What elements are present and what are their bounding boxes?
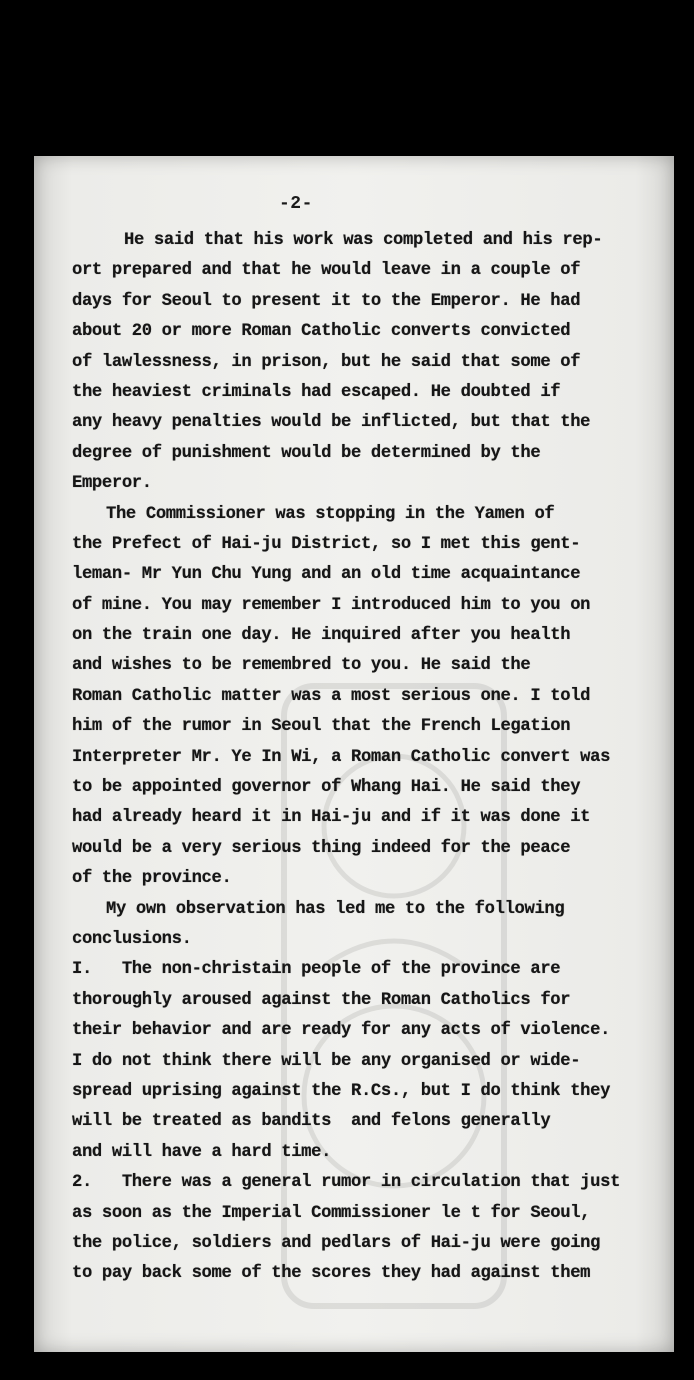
text-line: to be appointed governor of Whang Hai. He said they [72,778,581,798]
text-line: I. The non-christain people of the province are [72,960,561,980]
text-line: of the province. [72,869,232,889]
text-line: spread uprising against the R.Cs., but I do think they [72,1081,611,1101]
text-line: the heaviest criminals had escaped. He doubted if [72,382,561,402]
text-line: about 20 or more Roman Catholic converts convicted [72,322,571,342]
text-line: as soon as the Imperial Commissioner le t for Seoul, [72,1203,591,1223]
text-line: their behavior and are ready for any acts of violence. [72,1021,611,1041]
text-line: My own observation has led me to the following [106,899,565,919]
text-line: leman- Mr Yun Chu Yung and an old time acquaintance [72,565,581,585]
text-line: the Prefect of Hai-ju District, so I met this gent- [72,534,581,554]
text-line: and wishes to be remembred to you. He said the [72,656,531,676]
text-line: any heavy penalties would be inflicted, but that the [72,413,591,433]
text-line: Interpreter Mr. Ye In Wi, a Roman Catholic convert was [72,747,611,767]
text-line: I do not think there will be any organised or wide- [72,1051,581,1071]
text-line: thoroughly aroused against the Roman Catholics for [72,990,571,1010]
text-line: to pay back some of the scores they had against them [72,1264,591,1284]
text-line: the police, soldiers and pedlars of Hai-ju were going [72,1233,601,1253]
text-line: The Commissioner was stopping in the Yamen of [106,504,555,524]
text-line: and will have a hard time. [72,1142,332,1162]
letter-body [72,226,647,1290]
text-line: had already heard it in Hai-ju and if it was done it [72,808,591,828]
text-line: him of the rumor in Seoul that the French Legation [72,717,571,737]
text-line: would be a very serious thing indeed for the peace [72,838,571,858]
text-line: ort prepared and that he would leave in a couple of [72,261,581,281]
text-line: on the train one day. He inquired after you health [72,626,571,646]
document-page [34,156,674,1352]
text-line: Emperor. [72,474,152,494]
text-line: degree of punishment would be determined by the [72,443,541,463]
text-line: will be treated as bandits and felons generally [72,1112,551,1132]
text-line: He said that his work was completed and his rep- [124,231,603,250]
page-number: -2- [279,194,313,214]
text-line: of lawlessness, in prison, but he said that some of [72,352,581,372]
text-line: conclusions. [72,929,192,949]
text-line: 2. There was a general rumor in circulation that just [72,1173,621,1193]
text-line: days for Seoul to present it to the Emperor. He had [72,291,581,311]
text-line: of mine. You may remember I introduced him to you on [72,595,591,615]
text-line: Roman Catholic matter was a most serious one. I told [72,686,591,706]
